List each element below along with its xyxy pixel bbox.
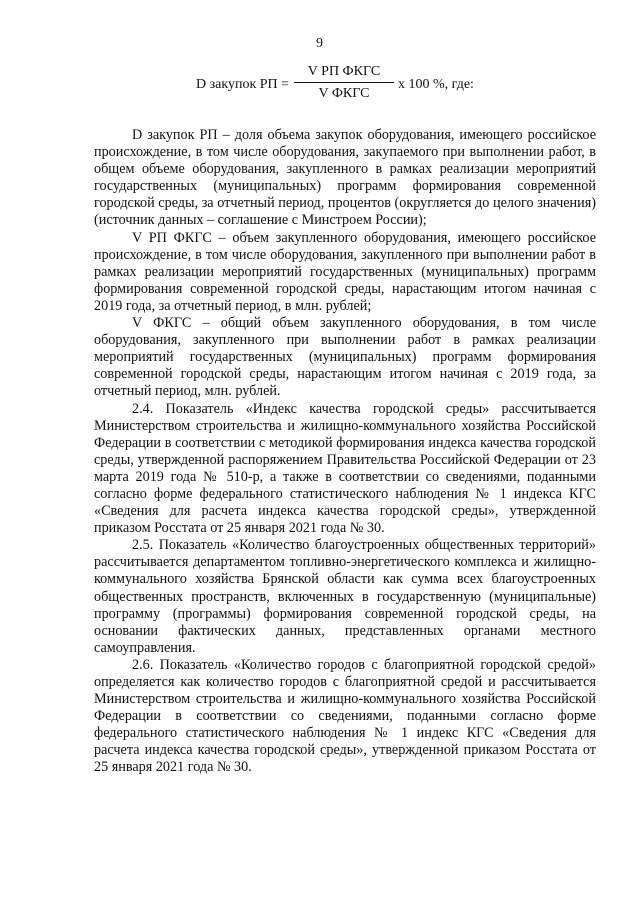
paragraph-d-definition: D закупок РП – доля объема закупок оборудования, имеющего российское происхождение, в том числе оборудования, закупаемого при выполнении работ, в общем объеме оборудования, закупленного в рамках реализации мероприятий государственных (муниципальных) программ формирования современной городской среды, за отчетный период, процентов (округляется до целого значения) (источник данных – соглашение с Минстроем России); bbox=[94, 127, 596, 229]
paragraph-2-5: 2.5. Показатель «Количество благоустроенных общественных территорий» рассчитывается департаментом топливно-энергетического комплекса и жилищно-коммунального хозяйства Брянской области как сумма всех благоустроенных общественных пространств, включенных в государственную (муниципальные) программу (программы) формирования современной городской среды, на основании фактических данных, представленных органами местного самоуправления. bbox=[94, 537, 596, 656]
formula-lhs: D закупок РП = bbox=[196, 77, 290, 92]
formula-rhs: х 100 %, где: bbox=[398, 77, 474, 92]
formula-fraction bbox=[294, 64, 394, 102]
fraction-bar bbox=[294, 82, 394, 83]
paragraph-2-4: 2.4. Показатель «Индекс качества городской среды» рассчитывается Министерством строительства и жилищно-коммунального хозяйства Российской Федерации в соответствии с методикой формирования индекса качества городской среды, утвержденной распоряжением Правительства Российской Федерации от 23 марта 2019 года № 510-р, а также в соответствии со сведениями, поданными согласно форме федерального статистического наблюдения № 1 индекса КГС «Сведения для расчета индекса качества городской среды», утвержденной приказом Росстата от 25 января 2021 года № 30. bbox=[94, 400, 596, 537]
body-text bbox=[94, 127, 596, 777]
paragraph-v-fkgs-definition: V ФКГС – общий объем закупленного оборудования, в том числе оборудования, закупленного при выполнении работ в рамках реализации мероприятий государственных (муниципальных) программ формирования современной городской среды, нарастающим итогом начиная с 2019 года, за отчетный период, млн. рублей. bbox=[94, 315, 596, 400]
page-number: 9 bbox=[316, 36, 323, 51]
paragraph-v-rp-definition: V РП ФКГС – объем закупленного оборудования, имеющего российское происхождение, в том числе оборудования, закупленного при выполнении работ в рамках реализации мероприятий государственных (муниципальных) программ формирования современной городской среды, нарастающим итогом начиная с 2019 года, за отчетный период, в млн. рублей; bbox=[94, 229, 596, 314]
formula-numerator: V РП ФКГС bbox=[307, 64, 381, 79]
paragraph-2-6: 2.6. Показатель «Количество городов с благоприятной городской средой» определяется как количество городов с благоприятной средой и рассчитывается Министерством строительства и жилищно-коммунального хозяйства Российской Федерации в соответствии со сведениями, поданными согласно форме федерального статистического наблюдения № 1 индекс КГС «Сведения для расчета индекса качества городской среды», утвержденной приказом Росстата от 25 января 2021 года № 30. bbox=[94, 656, 596, 776]
formula-denominator: V ФКГС bbox=[318, 86, 370, 101]
